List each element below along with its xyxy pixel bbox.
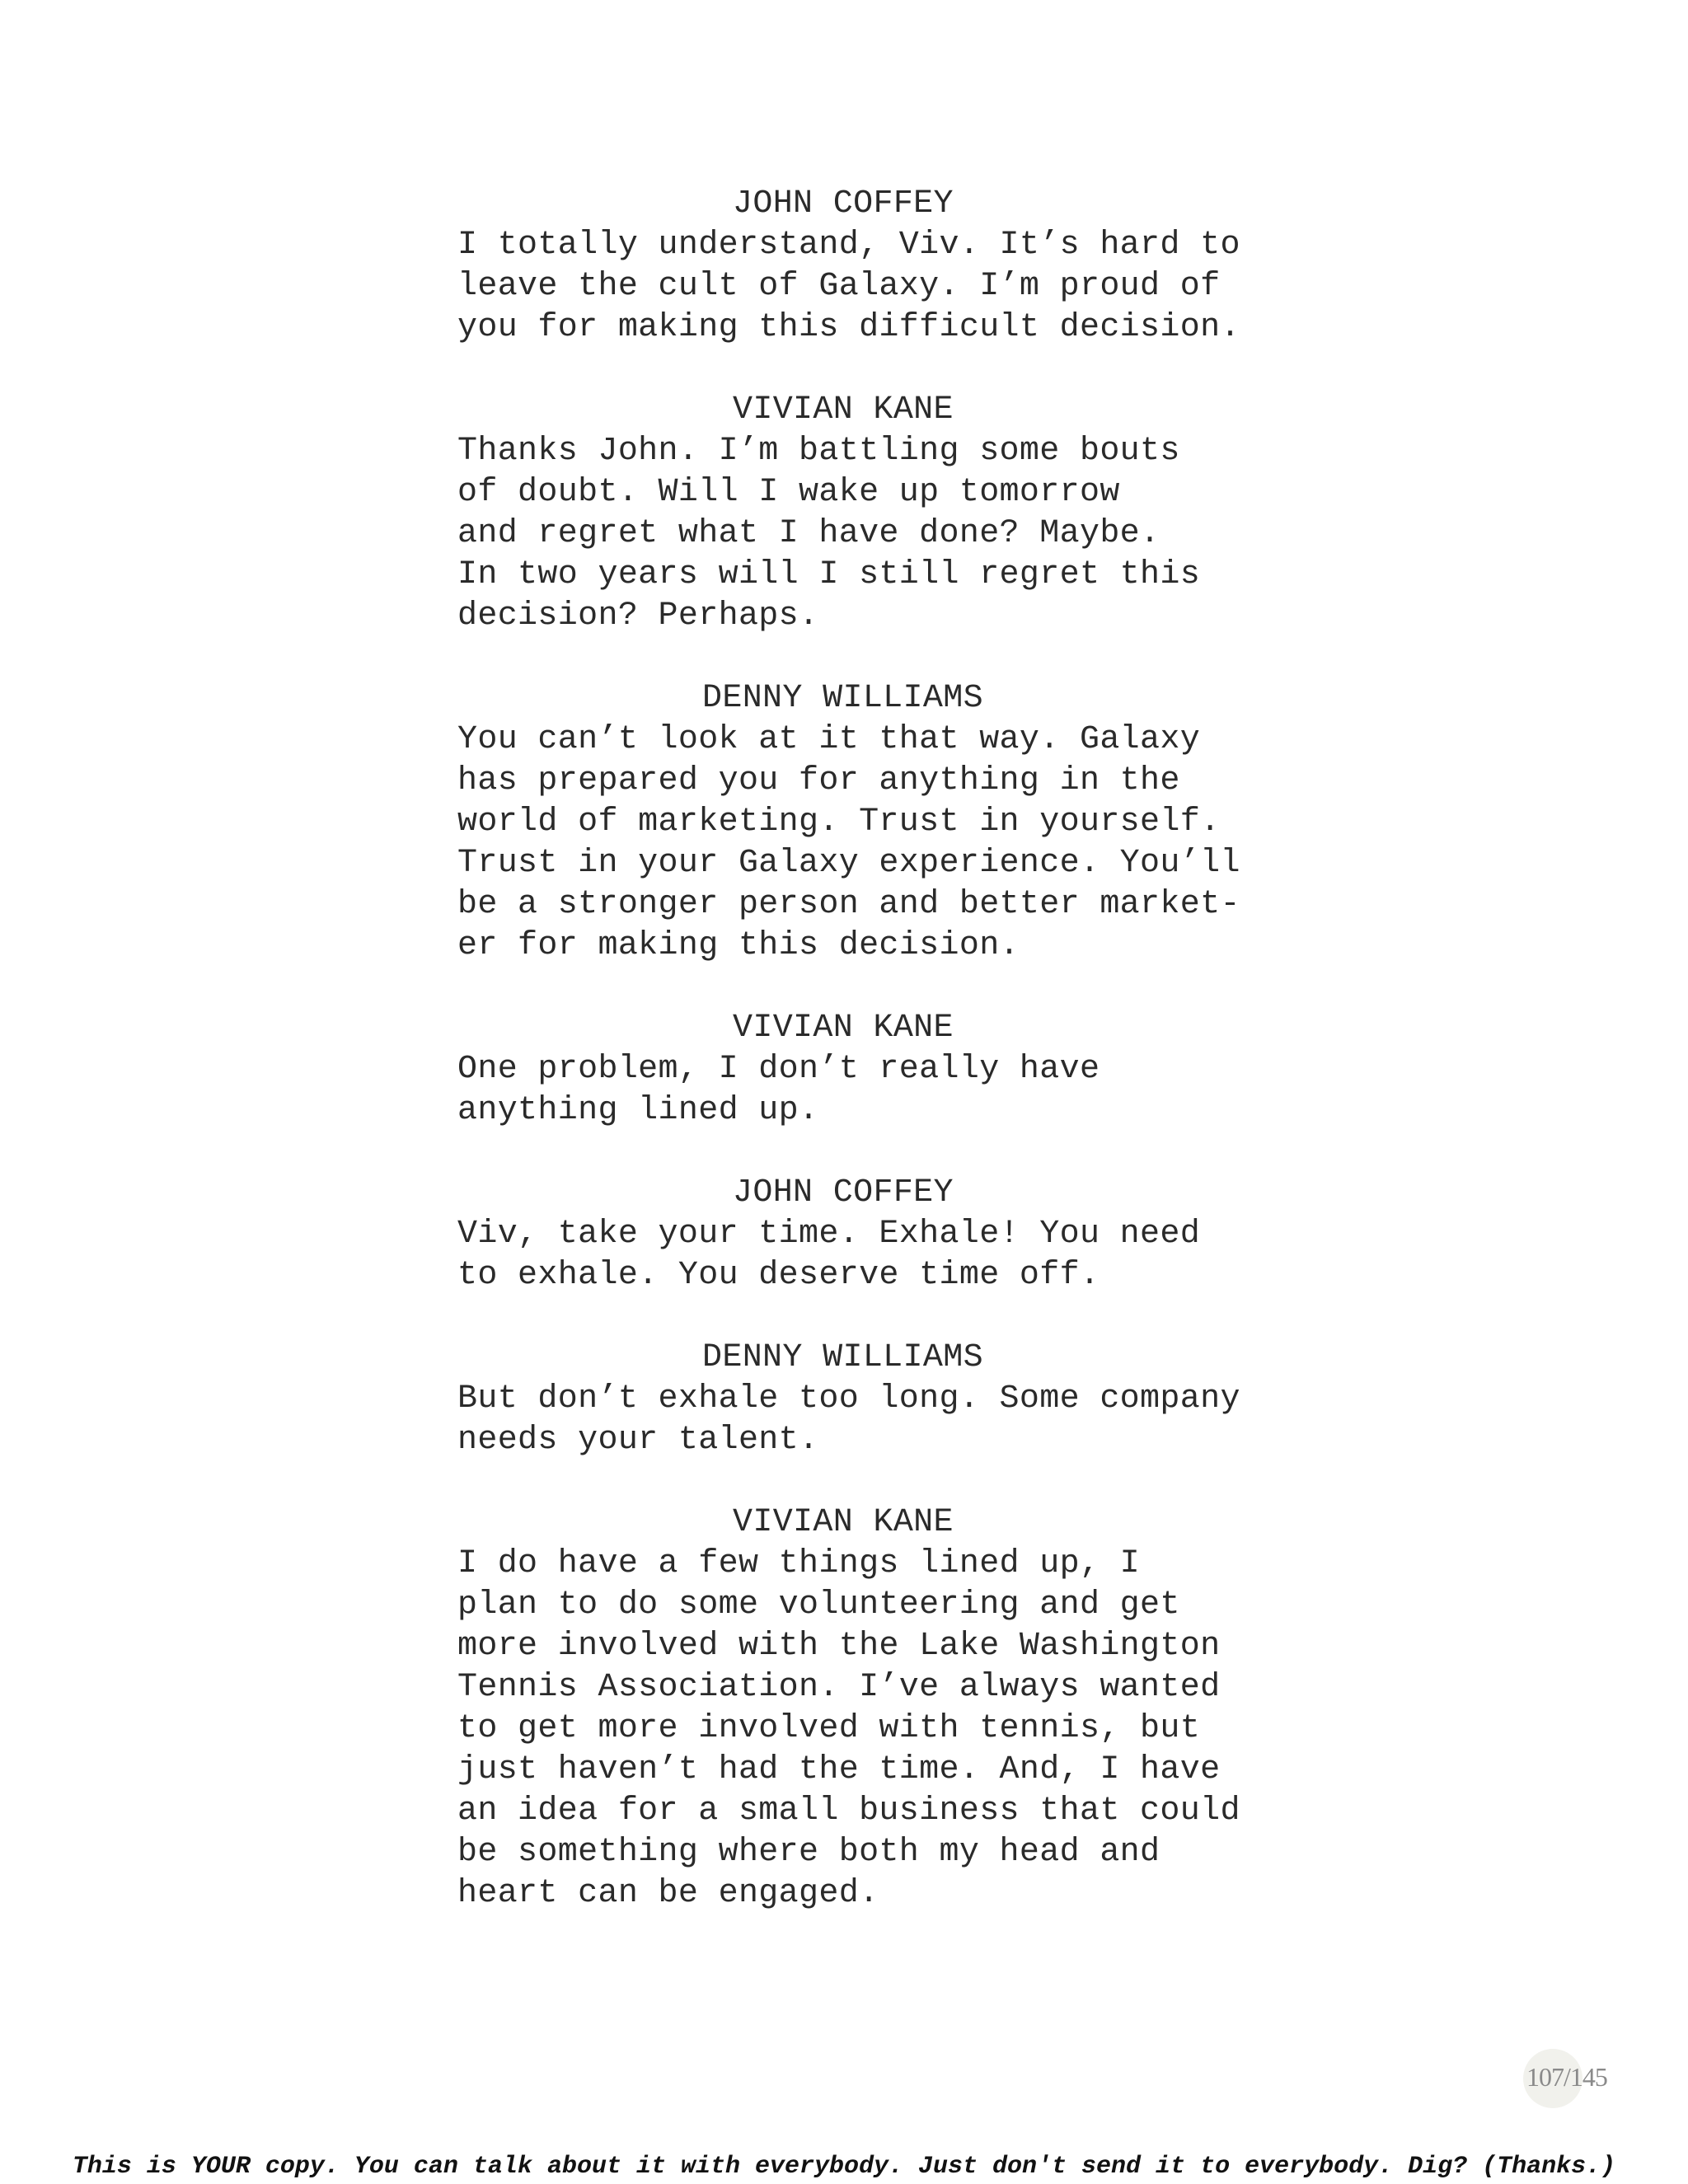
character-name: VIVIAN KANE bbox=[733, 1010, 954, 1047]
dialogue-line: just haven’t had the time. And, I have bbox=[457, 1751, 1221, 1788]
dialogue-line: You can’t look at it that way. Galaxy bbox=[457, 721, 1201, 758]
dialogue-line: Trust in your Galaxy experience. You’ll bbox=[457, 845, 1240, 882]
dialogue-line: decision? Perhaps. bbox=[457, 598, 819, 635]
dialogue-block bbox=[457, 678, 1282, 967]
dialogue-line: be a stronger person and better market- bbox=[457, 886, 1240, 923]
dialogue-line: you for making this difficult decision. bbox=[457, 309, 1240, 346]
dialogue-line: heart can be engaged. bbox=[457, 1875, 879, 1912]
dialogue-block bbox=[457, 1008, 1282, 1132]
dialogue-line: be something where both my head and bbox=[457, 1834, 1160, 1871]
dialogue-line: er for making this decision. bbox=[457, 927, 1020, 964]
character-name: DENNY WILLIAMS bbox=[702, 680, 983, 717]
dialogue-line: an idea for a small business that could bbox=[457, 1793, 1240, 1830]
dialogue-line: leave the cult of Galaxy. I’m proud of bbox=[457, 268, 1221, 305]
dialogue-block bbox=[457, 1502, 1282, 1915]
dialogue-block bbox=[457, 184, 1282, 349]
dialogue-block bbox=[457, 1338, 1282, 1461]
dialogue-line: I do have a few things lined up, I bbox=[457, 1545, 1141, 1582]
character-name: JOHN COFFEY bbox=[733, 1174, 954, 1212]
screenplay-body bbox=[457, 184, 1282, 1956]
character-name: VIVIAN KANE bbox=[733, 1504, 954, 1541]
dialogue-line: to get more involved with tennis, but bbox=[457, 1710, 1201, 1747]
dialogue-line: anything lined up. bbox=[457, 1092, 819, 1129]
dialogue-block bbox=[457, 1173, 1282, 1296]
dialogue-block bbox=[457, 390, 1282, 637]
page-number: 107/145 bbox=[1526, 2062, 1607, 2092]
dialogue-line: Thanks John. I’m battling some bouts bbox=[457, 433, 1180, 470]
dialogue-line: In two years will I still regret this bbox=[457, 556, 1201, 593]
dialogue-line: has prepared you for anything in the bbox=[457, 762, 1180, 799]
dialogue-line: I totally understand, Viv. It’s hard to bbox=[457, 227, 1240, 264]
dialogue-line: to exhale. You deserve time off. bbox=[457, 1257, 1100, 1294]
dialogue-line: plan to do some volunteering and get bbox=[457, 1586, 1180, 1624]
character-name: JOHN COFFEY bbox=[733, 185, 954, 223]
footer-notice: This is YOUR copy. You can talk about it with everybody. Just don't send it to everybody. Dig? (Thanks.) bbox=[72, 2153, 1616, 2181]
dialogue-line: needs your talent. bbox=[457, 1422, 819, 1459]
dialogue-line: of doubt. Will I wake up tomorrow bbox=[457, 474, 1120, 511]
dialogue-line: One problem, I don’t really have bbox=[457, 1051, 1100, 1088]
dialogue-line: But don’t exhale too long. Some company bbox=[457, 1380, 1240, 1418]
dialogue-line: more involved with the Lake Washington bbox=[457, 1628, 1221, 1665]
dialogue-line: and regret what I have done? Maybe. bbox=[457, 515, 1160, 552]
dialogue-line: Tennis Association. I’ve always wanted bbox=[457, 1669, 1221, 1706]
character-name: DENNY WILLIAMS bbox=[702, 1339, 983, 1376]
dialogue-line: Viv, take your time. Exhale! You need bbox=[457, 1216, 1201, 1253]
character-name: VIVIAN KANE bbox=[733, 391, 954, 429]
dialogue-line: world of marketing. Trust in yourself. bbox=[457, 804, 1221, 841]
